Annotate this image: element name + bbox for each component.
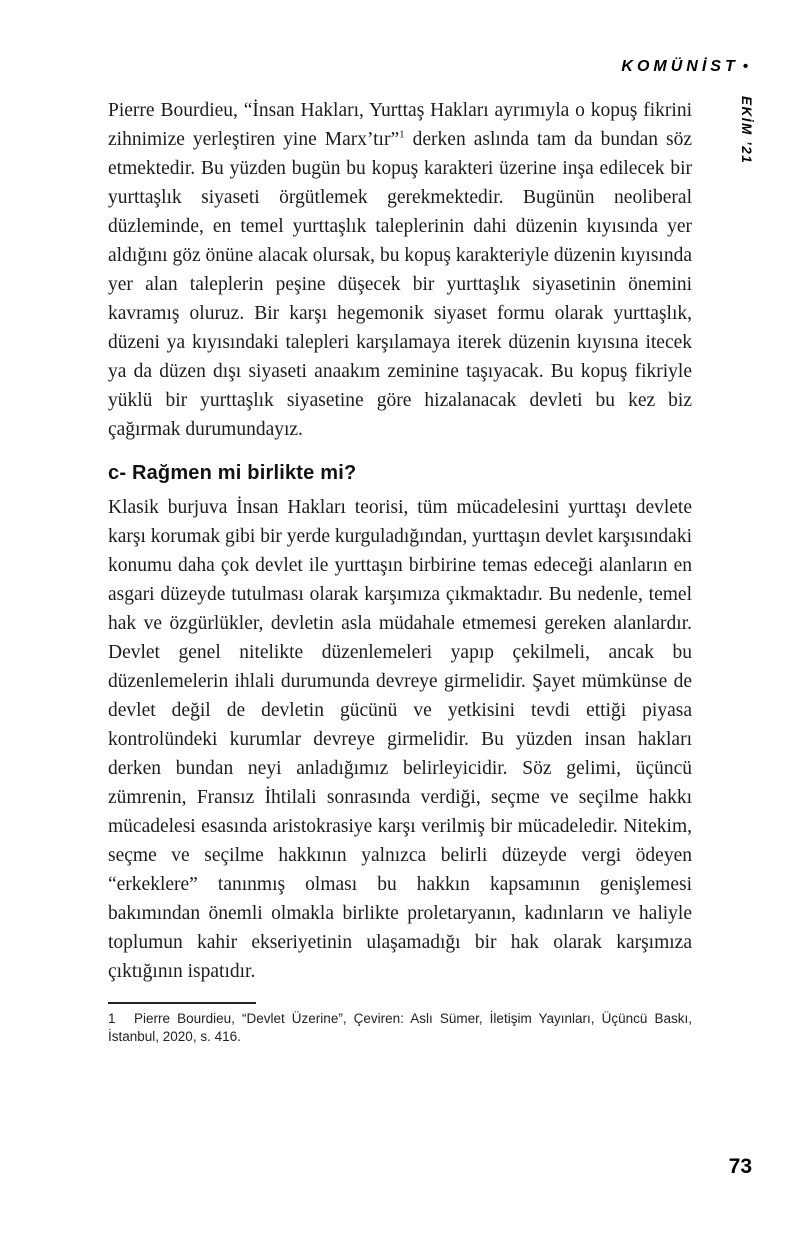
paragraph-1-quote: Pierre Bourdieu, “İnsan Hakları, Yurttaş Hakları ayrımıyla o kopuş fikrini zihnimize yerleştiren yine Marx’tır” (108, 100, 692, 150)
page-number: 73 (728, 1155, 752, 1178)
footnote (108, 1010, 692, 1046)
paragraph-1 (108, 96, 692, 444)
footnote-text: Pierre Bourdieu, “Devlet Üzerine”, Çeviren: Aslı Sümer, İletişim Yayınları, Üçüncü Baskı, İstanbul, 2020, s. 416. (108, 1011, 692, 1044)
header-bullet-icon: • (742, 58, 748, 75)
footnote-number: 1 (108, 1011, 116, 1026)
footnote-block (108, 1002, 692, 1046)
footnote-divider (108, 1002, 256, 1004)
paragraph-1-continued: derken aslında tam da bundan söz etmektedir. Bu yüzden bugün bu kopuş karakteri üzerine inşa edilecek bir yurttaşlık siyaseti örgütlemek gerekmektedir. Bugünün neoliberal düzleminde, en temel yurttaşlık taleplerinin dahi düzenin kıyısında yer aldığını göz önüne alacak olursak, bu kopuş karakteriyle düzenin kıyısında yer alan taleplerin peşine düşecek bir yurttaşlık siyasetinin önemini kavramış oluruz. Bir karşı hegemonik siyaset formu olarak yurttaşlık, düzeni ya kıyısındaki talepleri karşılamaya iterek düzenin kıyısına itecek ya da düzen dışı siyaseti anaakım zeminine taşıyacak. Bu kopuş fikriyle yüklü bir yurttaşlık siyasetine göre hizalanacak devleti bu kez biz çağırmak durumundayız. (108, 129, 692, 440)
section-heading: c- Rağmen mi birlikte mi? (108, 462, 357, 484)
issue-date-label: EKİM ’21 (739, 96, 754, 165)
page-header (621, 58, 748, 76)
article-content (108, 96, 692, 1046)
journal-title: KOMÜNİST (621, 58, 739, 75)
paragraph-2: Klasik burjuva İnsan Hakları teorisi, tüm mücadelesini yurttaşı devlete karşı korumak gibi bir yerde kurguladığından, yurttaşın devlet karşısındaki konumu daha çok devlet ile yurttaşın birbirine temas edeceği alanların en asgari düzeyde tutulması olarak karşımıza çıkmaktadır. Bu nedenle, temel hak ve özgürlükler, devletin asla müdahale etmemesi gereken alanlardır. Devlet genel nitelikte düzenlemeleri yapıp çekilmeli, ancak bu düzenlemelerin ihlali durumunda devreye girmelidir. Şayet mümkünse de devlet değil de devletin gücünü ve yetkisini tevdi ettiği piyasa kontrolündeki kurumlar devreye girmelidir. Bu yüzden insan hakları derken bundan neyi anladığımız belirleyicidir. Söz gelimi, üçüncü zümrenin, Fransız İhtilali sonrasında verdiği, seçme ve seçilme hakkı mücadelesi esasında aristokrasiye karşı verilmiş bir mücadeledir. Nitekim, seçme ve seçilme hakkının yalnızca belirli düzeyde vergi ödeyen “erkeklere” tanınmış olması bu hakkın kapsamının genişlemesi bakımından önemli olmakla birlikte proletaryanın, kadınların ve haliyle toplumun kahir ekseriyetinin ulaşamadığı bir hak olarak karşımıza çıktığının ispatıdır. (108, 497, 692, 982)
footnote-reference: 1 (399, 128, 405, 141)
